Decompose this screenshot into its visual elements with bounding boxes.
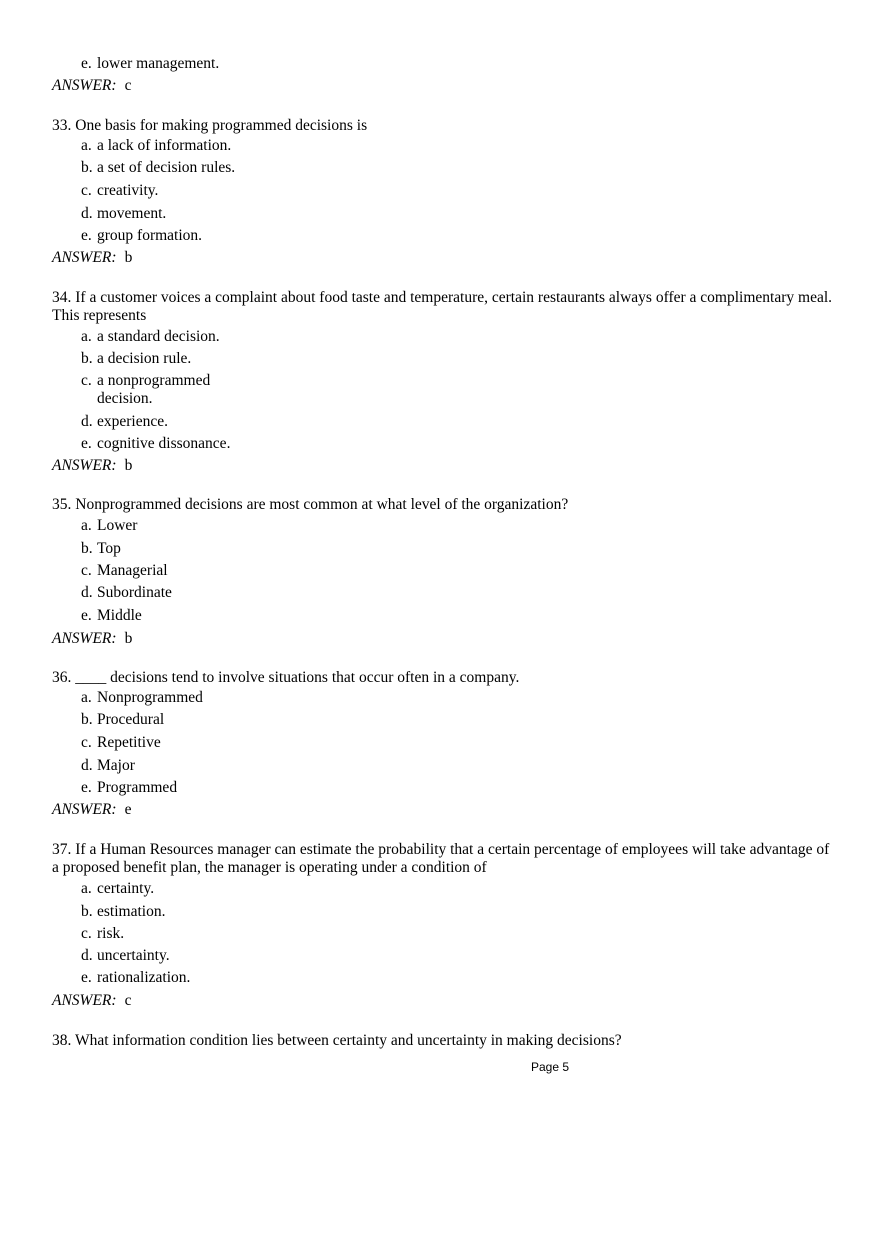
option-item [81,779,177,797]
option-text: rationalization. [97,969,191,986]
option-item [81,227,202,245]
answer-label: ANSWER: [52,457,117,474]
option-text: certainty. [97,880,155,897]
question-stem: 38. What information condition lies between certainty and uncertainty in making decisions? [52,1032,622,1049]
option-item [81,562,168,580]
option-letter: b. [81,711,93,728]
option-text: Middle [97,607,142,624]
option-item [81,903,165,921]
option-item [81,517,137,535]
option-text: Nonprogrammed [97,689,203,706]
option-letter: a. [81,137,92,154]
question-stem: 36. ____ decisions tend to involve situations that occur often in a company. [52,669,520,686]
option-text: movement. [97,205,167,222]
option-item [81,182,158,200]
option-item [81,969,190,987]
option-text: a nonprogrammed [97,372,211,389]
answer-label: ANSWER: [52,249,117,266]
option-item [81,880,154,898]
option-item [81,757,135,775]
option-text-continuation: decision. [97,390,153,407]
answer-line [52,992,131,1010]
option-text: a lack of information. [97,137,232,154]
option-text: Top [97,540,121,557]
option-item [81,689,203,707]
option-text: experience. [97,413,168,430]
option-text: a standard decision. [97,328,220,345]
question-stem: 34. If a customer voices a complaint about food taste and temperature, certain restaurants always offer a complimentary meal. This represents [52,289,833,324]
option-text: Lower [97,517,138,534]
answer-label: ANSWER: [52,992,117,1009]
option-text: group formation. [97,227,203,244]
option-text: creativity. [97,182,159,199]
option-letter: a. [81,880,92,897]
option-item [81,328,220,346]
option-letter: d. [81,947,93,964]
option-item [81,350,191,368]
answer-value: b [124,630,133,647]
option-text: Repetitive [97,734,161,751]
page-number: Page 5 [531,1060,570,1074]
option-item [81,540,121,558]
option-item [81,711,164,729]
option-item [81,734,161,752]
option-letter: e. [81,435,92,452]
option-text: uncertainty. [97,947,170,964]
option-letter: e. [81,607,92,624]
option-letter: e. [81,969,92,986]
option-text: cognitive dissonance. [97,435,231,452]
option-text: risk. [97,925,125,942]
option-letter: c. [81,925,92,942]
option-item [81,947,170,965]
question-stem: 33. One basis for making programmed decisions is [52,117,368,134]
option-letter: d. [81,413,93,430]
option-text: Major [97,757,135,774]
answer-value: e [124,801,132,818]
option-letter: d. [81,205,93,222]
option-letter: d. [81,584,93,601]
answer-value: c [124,992,132,1009]
option-item [81,372,210,390]
option-text: Procedural [97,711,165,728]
option-text: Managerial [97,562,168,579]
option-letter: d. [81,757,93,774]
answer-line [52,77,131,95]
answer-label: ANSWER: [52,801,117,818]
option-letter: a. [81,328,92,345]
option-letter: e. [81,55,92,72]
answer-label: ANSWER: [52,77,117,94]
question-stem: 37. If a Human Resources manager can estimate the probability that a certain percentage of employees will take advantage of a proposed benefit plan, the manager is operating under a condition of [52,841,830,876]
option-item [81,413,168,431]
answer-label: ANSWER: [52,630,117,647]
option-item [81,435,230,453]
option-text: Programmed [97,779,178,796]
answer-value: b [124,249,133,266]
answer-line [52,249,132,267]
option-item [81,137,231,155]
option-letter: a. [81,517,92,534]
option-letter: c. [81,734,92,751]
option-letter: e. [81,227,92,244]
option-letter: c. [81,372,92,389]
option-text: a decision rule. [97,350,192,367]
answer-value: b [124,457,133,474]
option-text: a set of decision rules. [97,159,236,176]
answer-value: c [124,77,132,94]
option-text: estimation. [97,903,166,920]
answer-line [52,801,131,819]
option-letter: b. [81,350,93,367]
option-letter: a. [81,689,92,706]
answer-line [52,630,132,648]
option-letter: b. [81,903,93,920]
option-letter: b. [81,159,93,176]
answer-line [52,457,132,475]
option-letter: e. [81,779,92,796]
option-item [81,584,172,602]
option-letter: c. [81,562,92,579]
option-item [81,159,235,177]
question-stem: 35. Nonprogrammed decisions are most common at what level of the organization? [52,496,569,513]
option-item [81,55,219,73]
option-item [81,205,166,223]
option-text: Subordinate [97,584,172,601]
option-letter: b. [81,540,93,557]
option-item [81,925,124,943]
option-item [81,607,142,625]
option-letter: c. [81,182,92,199]
option-text: lower management. [97,55,220,72]
